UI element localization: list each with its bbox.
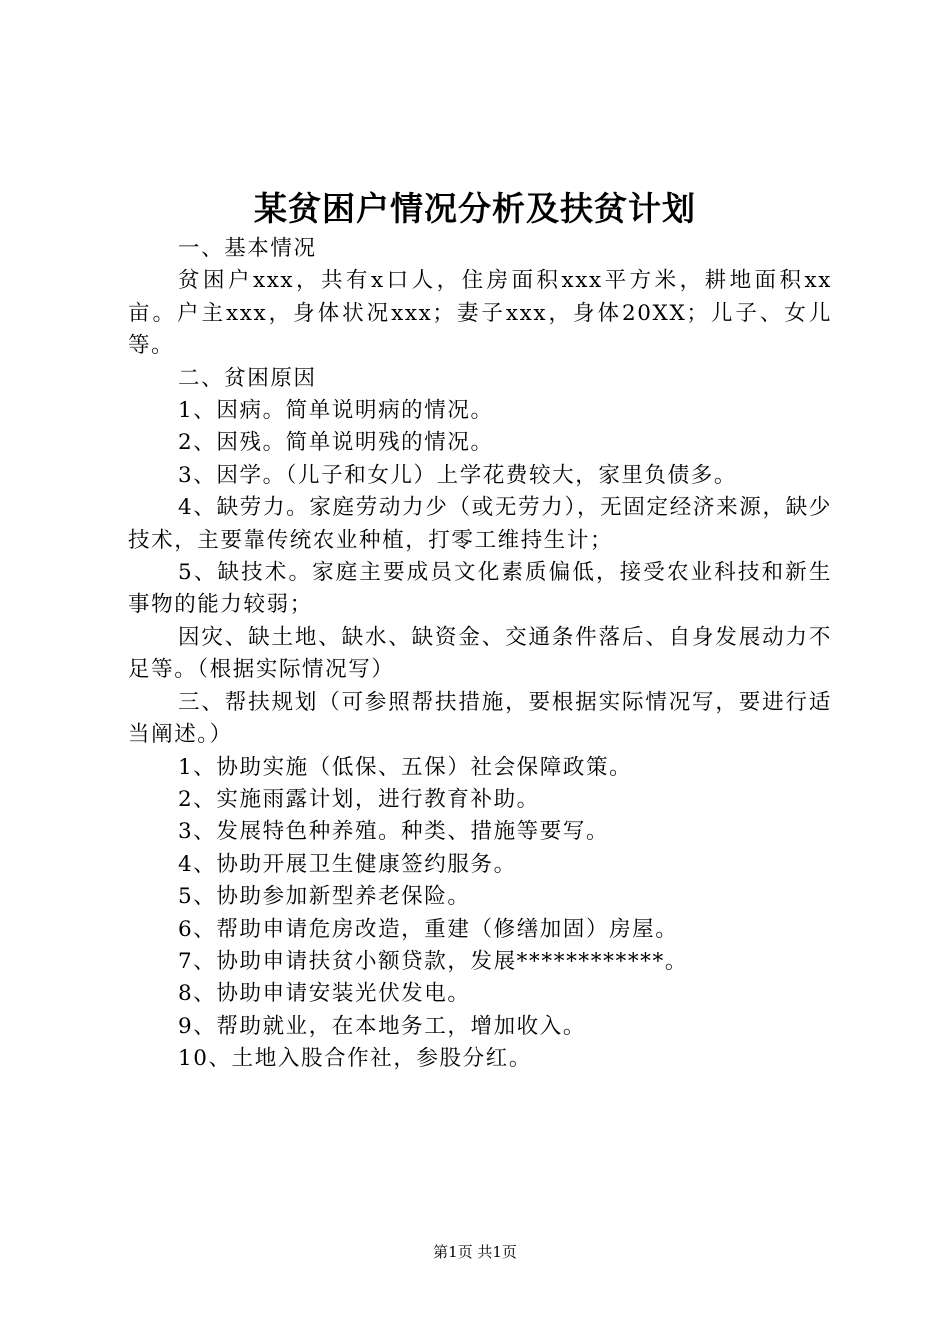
section-heading-poverty-causes: 二、贫困原因 <box>178 365 317 391</box>
list-item-cause-illness: 1、因病。简单说明病的情况。 <box>178 398 494 424</box>
list-item-plan-9: 9、帮助就业，在本地务工，增加收入。 <box>178 1013 586 1039</box>
list-item-plan-4: 4、协助开展卫生健康签约服务。 <box>178 851 517 877</box>
list-item-cause-education: 3、因学。（儿子和女儿）上学花费较大，家里负债多。 <box>178 462 737 488</box>
list-item-cause-disability: 2、因残。简单说明残的情况。 <box>178 430 494 456</box>
document-title: 某贫困户情况分析及扶贫计划 <box>254 189 696 228</box>
list-item-plan-3: 3、发展特色种养殖。种类、措施等要写。 <box>178 819 610 845</box>
list-item-plan-7: 7、协助申请扶贫小额贷款，发展************。 <box>178 948 688 974</box>
paragraph-household-info: 贫困户xxx，共有x口人，住房面积xxx平方米，耕地面积xx亩。户主xxx，身体状况xxx；妻子xxx，身体20XX；儿子、女儿等。 <box>128 268 832 359</box>
paragraph-other-causes: 因灾、缺土地、缺水、缺资金、交通条件落后、自身发展动力不足等。（根据实际情况写） <box>128 624 832 683</box>
list-item-cause-labor: 4、缺劳力。家庭劳动力少（或无劳力），无固定经济来源，缺少技术，主要靠传统农业种植，打零工维持生计； <box>128 495 832 553</box>
list-item-plan-1: 1、协助实施（低保、五保）社会保障政策。 <box>178 754 633 780</box>
list-item-plan-8: 8、协助申请安装光伏发电。 <box>178 981 471 1007</box>
list-item-plan-5: 5、协助参加新型养老保险。 <box>178 884 471 910</box>
section-heading-basic-info: 一、基本情况 <box>178 236 317 261</box>
section-heading-assistance-plan: 三、帮扶规划（可参照帮扶措施，要根据实际情况写，要进行适当阐述。） <box>128 689 832 748</box>
page-footer: 第1页 共1页 <box>433 1243 517 1261</box>
list-item-plan-10: 10、土地入股合作社，参股分红。 <box>178 1046 532 1072</box>
document-body <box>128 233 832 1076</box>
list-item-plan-2: 2、实施雨露计划，进行教育补助。 <box>178 786 540 812</box>
list-item-cause-skills: 5、缺技术。家庭主要成员文化素质偏低，接受农业科技和新生事物的能力较弱； <box>128 560 832 618</box>
list-item-plan-6: 6、帮助申请危房改造，重建（修缮加固）房屋。 <box>178 916 679 942</box>
